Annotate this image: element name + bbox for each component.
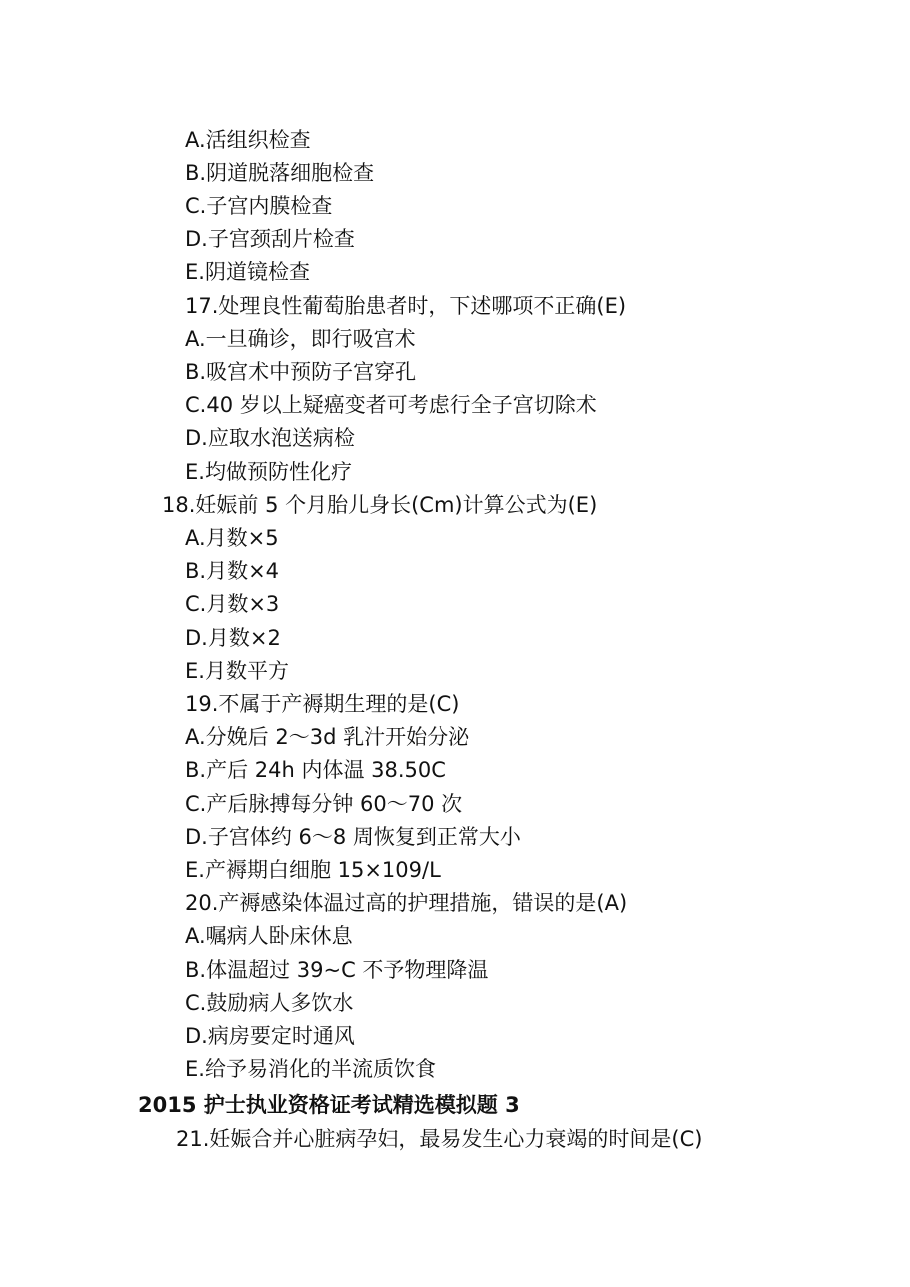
question-line: 18.妊娠前 5 个月胎儿身长(Cm)计算公式为(E) <box>162 493 598 517</box>
option-line: A.活组织检查 <box>185 128 311 152</box>
option-line: D.应取水泡送病检 <box>185 426 355 450</box>
option-line: E.均做预防性化疗 <box>185 460 352 484</box>
option-line: A.月数×5 <box>185 526 279 550</box>
option-line: C.月数×3 <box>185 592 280 616</box>
question-line: 19.不属于产褥期生理的是(C) <box>185 692 460 716</box>
option-line: D.病房要定时通风 <box>185 1024 355 1048</box>
option-line: E.月数平方 <box>185 659 289 683</box>
option-line: E.阴道镜检查 <box>185 260 310 284</box>
option-line: D.子宫体约 6～8 周恢复到正常大小 <box>185 825 521 849</box>
option-line: C.40 岁以上疑癌变者可考虑行全子宫切除术 <box>185 393 597 417</box>
option-line: E.产褥期白细胞 15×109/L <box>185 858 441 882</box>
option-line: B.月数×4 <box>185 559 280 583</box>
option-line: C.子宫内膜检查 <box>185 194 333 218</box>
question-line: 20.产褥感染体温过高的护理措施，错误的是(A) <box>185 891 628 915</box>
option-line: D.子宫颈刮片检查 <box>185 227 355 251</box>
option-line: B.体温超过 39~C 不予物理降温 <box>185 958 489 982</box>
question-line: 21.妊娠合并心脏病孕妇，最易发生心力衰竭的时间是(C) <box>176 1127 703 1151</box>
option-line: D.月数×2 <box>185 626 281 650</box>
option-line: A.一旦确诊，即行吸宫术 <box>185 327 416 351</box>
option-line: B.阴道脱落细胞检查 <box>185 161 375 185</box>
option-line: B.产后 24h 内体温 38.50C <box>185 758 446 782</box>
option-line: E.给予易消化的半流质饮食 <box>185 1057 436 1081</box>
option-line: C.产后脉搏每分钟 60～70 次 <box>185 792 463 816</box>
section-title: 2015 护士执业资格证考试精选模拟题 3 <box>138 1093 520 1117</box>
option-line: C.鼓励病人多饮水 <box>185 991 354 1015</box>
option-line: A.分娩后 2～3d 乳汁开始分泌 <box>185 725 470 749</box>
question-line: 17.处理良性葡萄胎患者时，下述哪项不正确(E) <box>185 294 627 318</box>
option-line: A.嘱病人卧床休息 <box>185 924 353 948</box>
option-line: B.吸宫术中预防子宫穿孔 <box>185 360 417 384</box>
